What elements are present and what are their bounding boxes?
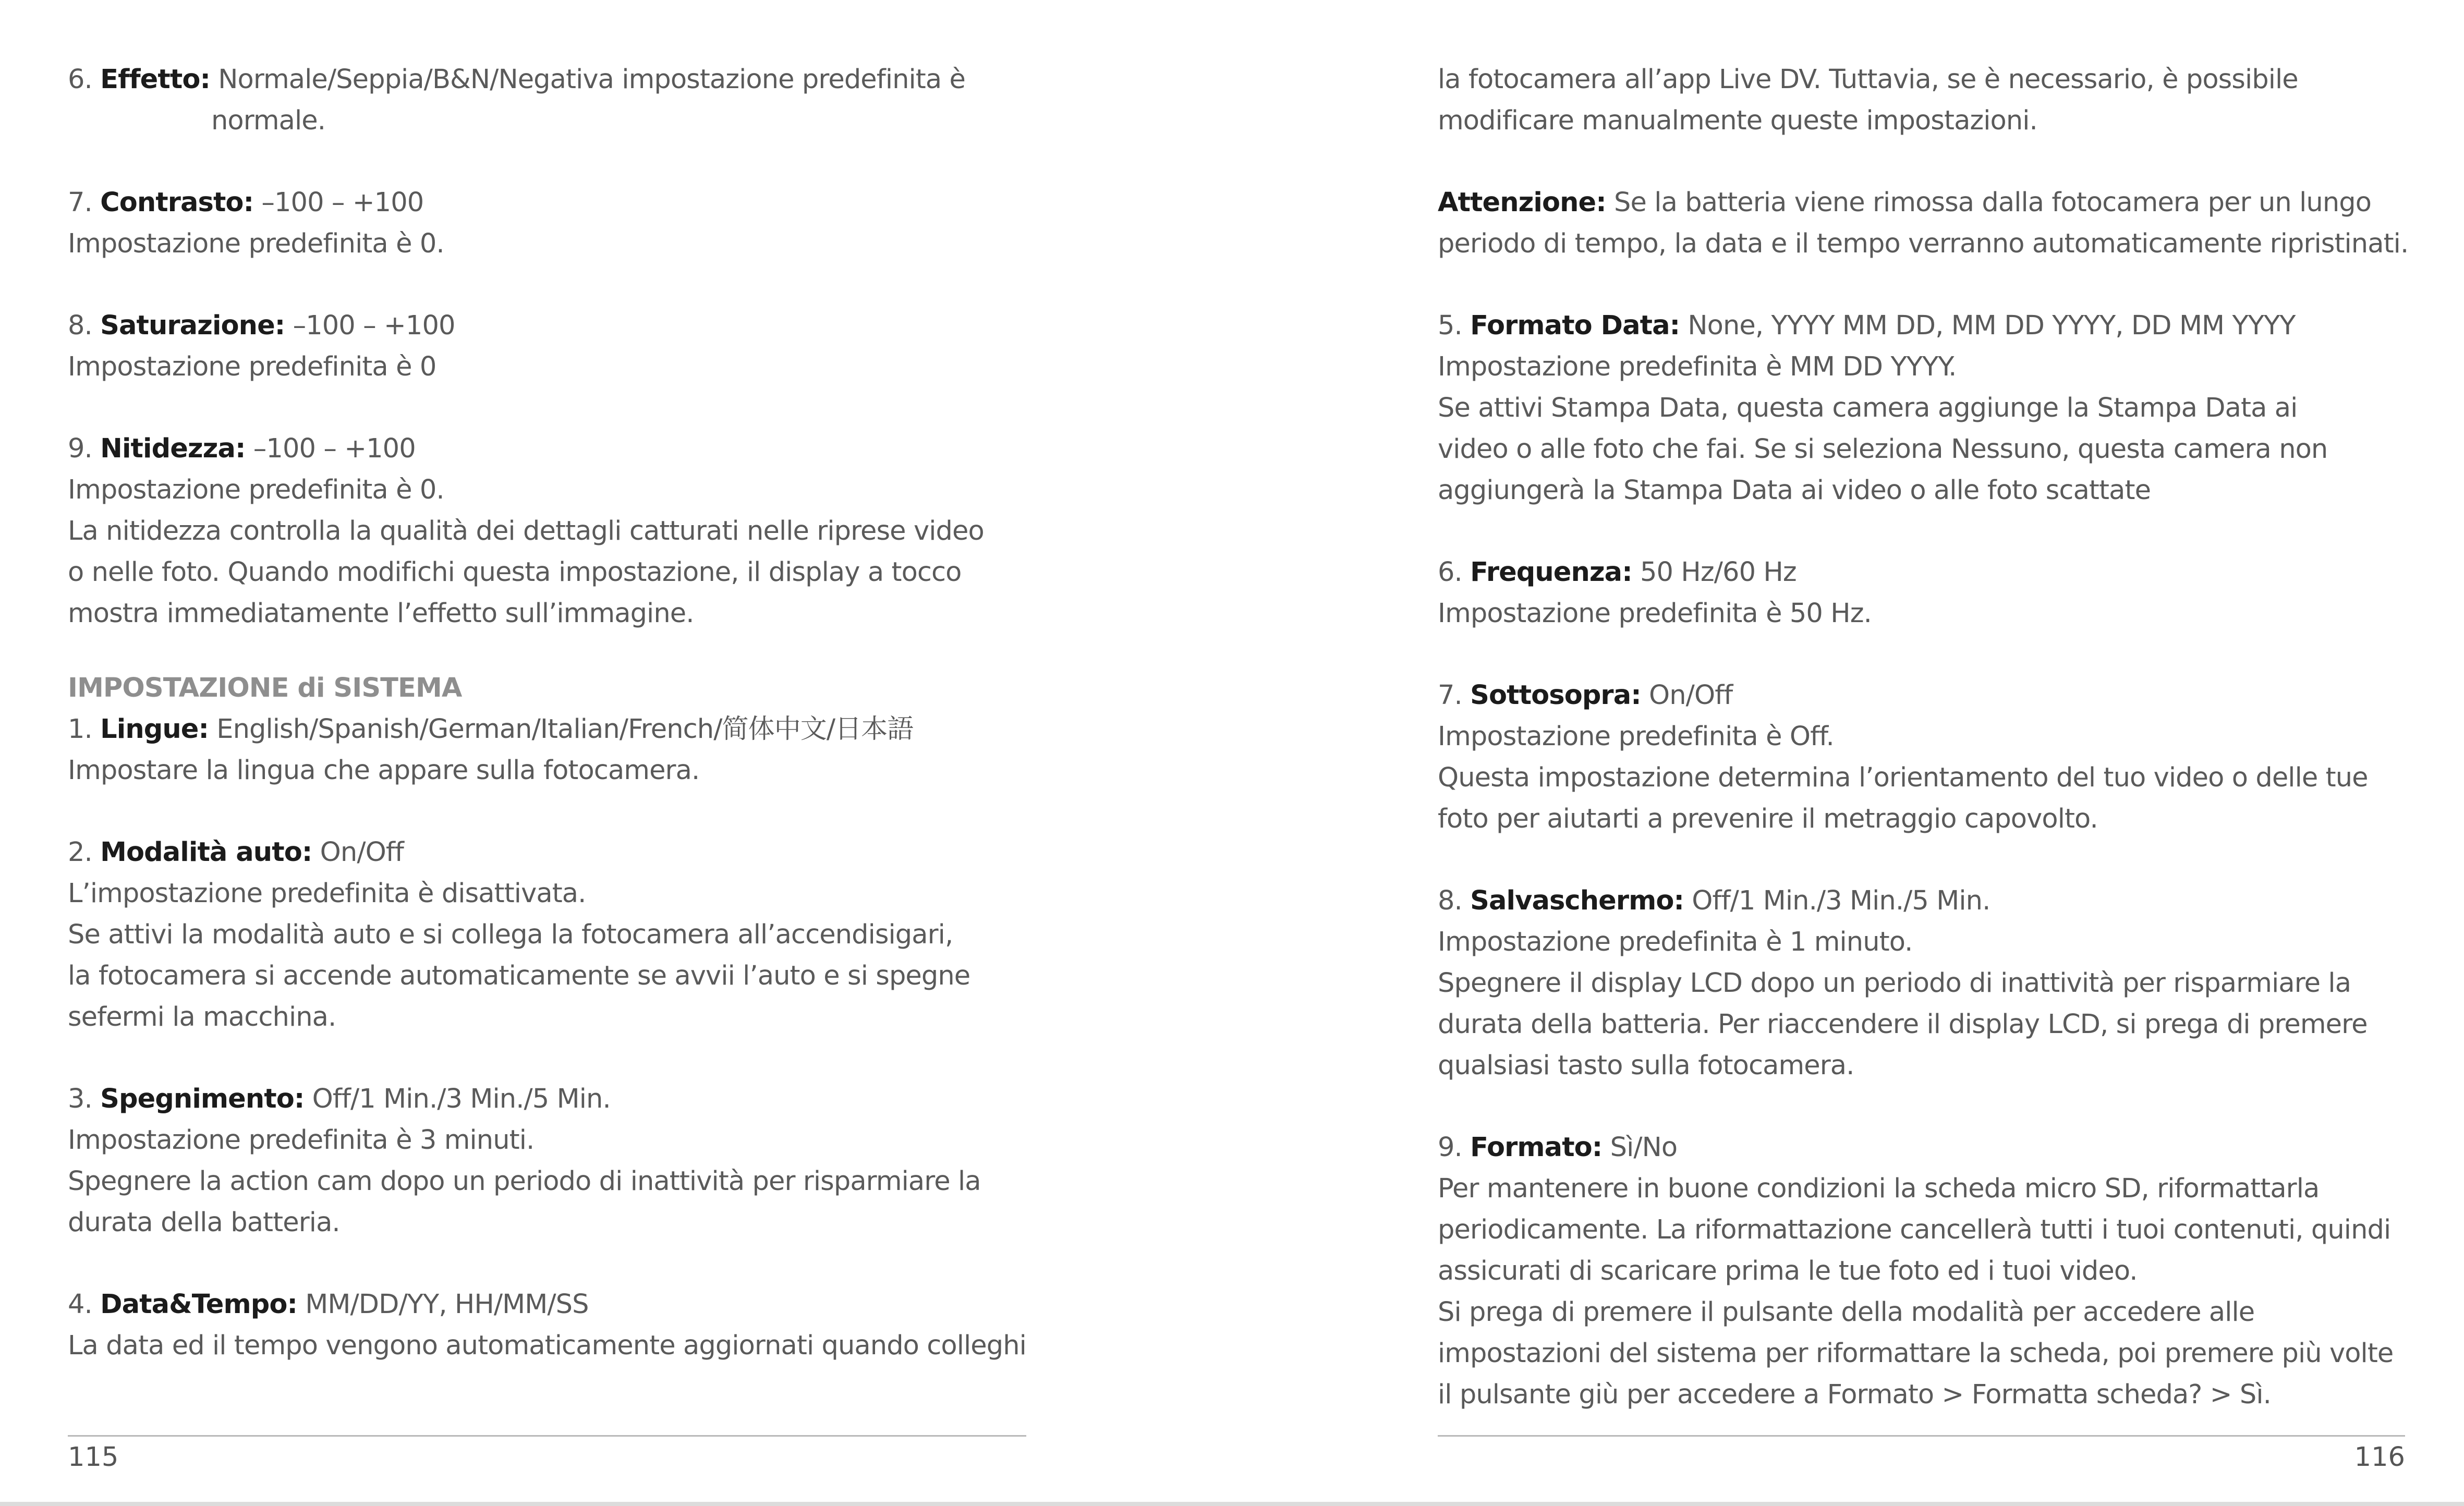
formato-desc-line: Si prega di premere il pulsante della modalità per accedere alle <box>1438 1297 2255 1328</box>
lingue-value: English/Spanish/German/Italian/French/简体中文/日本語 <box>208 714 914 745</box>
item-number: 3. <box>68 1084 101 1114</box>
formato-data-label: Formato Data: <box>1470 310 1680 341</box>
contrasto-line <box>68 182 1027 223</box>
frequenza-value: 50 Hz/60 Hz <box>1632 557 1797 588</box>
nitidezza-line <box>68 428 1027 469</box>
frequenza-label: Frequenza: <box>1470 557 1632 588</box>
contrasto-default: Impostazione predefinita è 0. <box>68 228 444 259</box>
contrasto-label: Contrasto: <box>100 187 254 218</box>
left-page <box>68 0 1027 1506</box>
salvaschermo-desc-line: Impostazione predefinita è 1 minuto. <box>1438 927 1913 957</box>
continuation-line: modificare manualmente queste impostazioni. <box>1438 105 2037 136</box>
item-number: 1. <box>68 714 101 745</box>
sottosopra-label: Sottosopra: <box>1470 680 1641 711</box>
salvaschermo-desc-line: Spegnere il display LCD dopo un periodo di inattività per risparmiare la <box>1438 968 2351 999</box>
item-number: 6. <box>68 64 101 95</box>
formato-desc-line: periodicamente. La riformattazione cancellerà tutti i tuoi contenuti, quindi <box>1438 1214 2391 1245</box>
spegnimento-label: Spegnimento: <box>100 1084 305 1114</box>
continuation-line: la fotocamera all’app Live DV. Tuttavia, se è necessario, è possibile <box>1438 64 2298 95</box>
saturazione-default: Impostazione predefinita è 0 <box>68 351 436 382</box>
spegnimento-value: Off/1 Min./3 Min./5 Min. <box>304 1084 611 1114</box>
spegnimento-desc-line: Spegnere la action cam dopo un periodo di inattività per risparmiare la <box>68 1166 981 1197</box>
saturazione-range: –100 – +100 <box>285 310 455 341</box>
right-page <box>1438 0 2409 1506</box>
salvaschermo-desc-line: durata della batteria. Per riaccendere il display LCD, si prega di premere <box>1438 1009 2368 1040</box>
formato-desc-line: impostazioni del sistema per riformattare la scheda, poi premere più volte <box>1438 1338 2394 1369</box>
sottosopra-desc-line: Impostazione predefinita è Off. <box>1438 721 1834 752</box>
effetto-text: Normale/Seppia/B&N/Negativa impostazione predefinita è <box>210 64 966 95</box>
sottosopra-value: On/Off <box>1641 680 1733 711</box>
modalita-auto-desc-line: Se attivi la modalità auto e si collega la fotocamera all’accendisigari, <box>68 919 953 950</box>
item-number: 7. <box>68 187 101 218</box>
formato-data-desc-line: Impostazione predefinita è MM DD YYYY. <box>1438 351 1957 382</box>
sottosopra-desc-line: foto per aiutarti a prevenire il metraggio capovolto. <box>1438 804 2098 834</box>
spegnimento-desc-line: Impostazione predefinita è 3 minuti. <box>68 1125 535 1156</box>
formato-data-desc-line: aggiungerà la Stampa Data ai video o alle foto scattate <box>1438 475 2151 506</box>
formato-desc-line: Per mantenere in buone condizioni la scheda micro SD, riformattarla <box>1438 1173 2320 1204</box>
footer-divider <box>1438 1435 2405 1437</box>
data-tempo-line <box>68 1284 1027 1325</box>
formato-data-desc-line: Se attivi Stampa Data, questa camera aggiunge la Stampa Data ai <box>1438 393 2298 423</box>
nitidezza-desc-line: o nelle foto. Quando modifichi questa impostazione, il display a tocco <box>68 557 962 588</box>
attenzione-label: Attenzione: <box>1438 187 1606 218</box>
formato-value: Sì/No <box>1602 1132 1678 1163</box>
data-tempo-label: Data&Tempo: <box>100 1289 297 1320</box>
saturazione-line <box>68 305 1027 346</box>
modalita-auto-desc-line: L’impostazione predefinita è disattivata. <box>68 878 586 909</box>
formato-desc-line: il pulsante giù per accedere a Formato > Formatta scheda? > Sì. <box>1438 1379 2271 1410</box>
formato-data-value: None, YYYY MM DD, MM DD YYYY, DD MM YYYY <box>1680 310 2296 341</box>
spegnimento-desc-line: durata della batteria. <box>68 1207 340 1238</box>
footer-divider <box>68 1435 1026 1437</box>
modalita-auto-desc-line: sefermi la macchina. <box>68 1002 336 1033</box>
formato-data-desc-line: video o alle foto che fai. Se si seleziona Nessuno, questa camera non <box>1438 434 2328 465</box>
page-number: 116 <box>2354 1442 2405 1473</box>
item-number: 2. <box>68 837 101 868</box>
attenzione-text-cont: periodo di tempo, la data e il tempo verranno automaticamente ripristinati. <box>1438 228 2409 259</box>
nitidezza-label: Nitidezza: <box>100 433 246 464</box>
formato-data-line <box>1438 305 2405 346</box>
sottosopra-line <box>1438 675 2405 716</box>
left-page-content <box>68 59 1027 1366</box>
lingue-label: Lingue: <box>100 714 209 745</box>
lingue-line <box>68 709 1027 750</box>
item-number: 9. <box>1438 1132 1471 1163</box>
effetto-label: Effetto: <box>100 64 210 95</box>
item-number: 5. <box>1438 310 1471 341</box>
right-page-content <box>1438 59 2409 1415</box>
formato-line <box>1438 1127 2405 1168</box>
item-number: 9. <box>68 433 101 464</box>
effetto-line <box>68 59 1027 100</box>
saturazione-label: Saturazione: <box>100 310 285 341</box>
item-number: 4. <box>68 1289 101 1320</box>
bottom-band <box>0 1502 2464 1506</box>
data-tempo-value: MM/DD/YY, HH/MM/SS <box>297 1289 589 1320</box>
frequenza-line <box>1438 552 2405 593</box>
attenzione-text: Se la batteria viene rimossa dalla fotocamera per un lungo <box>1606 187 2372 218</box>
formato-desc-line: assicurati di scaricare prima le tue foto ed i tuoi video. <box>1438 1256 2138 1286</box>
item-number: 6. <box>1438 557 1471 588</box>
data-tempo-desc: La data ed il tempo vengono automaticamente aggiornati quando colleghi <box>68 1330 1026 1361</box>
salvaschermo-line <box>1438 880 2405 921</box>
item-number: 8. <box>68 310 101 341</box>
lingue-desc: Impostare la lingua che appare sulla fotocamera. <box>68 755 700 786</box>
contrasto-range: –100 – +100 <box>253 187 424 218</box>
modalita-auto-desc-line: la fotocamera si accende automaticamente se avvii l’auto e si spegne <box>68 961 970 991</box>
modalita-auto-label: Modalità auto: <box>100 837 312 868</box>
nitidezza-range: –100 – +100 <box>245 433 416 464</box>
item-number: 8. <box>1438 885 1471 916</box>
salvaschermo-desc-line: qualsiasi tasto sulla fotocamera. <box>1438 1050 1854 1081</box>
modalita-auto-value: On/Off <box>312 837 404 868</box>
spegnimento-line <box>68 1078 1027 1120</box>
attenzione-line <box>1438 182 2405 223</box>
effetto-text-cont: normale. <box>211 105 326 136</box>
salvaschermo-label: Salvaschermo: <box>1470 885 1684 916</box>
section-title: IMPOSTAZIONE di SISTEMA <box>68 673 462 703</box>
item-number: 7. <box>1438 680 1471 711</box>
frequenza-desc: Impostazione predefinita è 50 Hz. <box>1438 598 1872 629</box>
modalita-auto-line <box>68 832 1027 873</box>
nitidezza-desc-line: mostra immediatamente l’effetto sull’immagine. <box>68 598 694 629</box>
nitidezza-desc-line: La nitidezza controlla la qualità dei dettagli catturati nelle riprese video <box>68 516 984 546</box>
formato-label: Formato: <box>1470 1132 1603 1163</box>
sottosopra-desc-line: Questa impostazione determina l’orientamento del tuo video o delle tue <box>1438 762 2368 793</box>
nitidezza-default: Impostazione predefinita è 0. <box>68 475 444 505</box>
page-number: 115 <box>68 1442 119 1473</box>
salvaschermo-value: Off/1 Min./3 Min./5 Min. <box>1683 885 1990 916</box>
